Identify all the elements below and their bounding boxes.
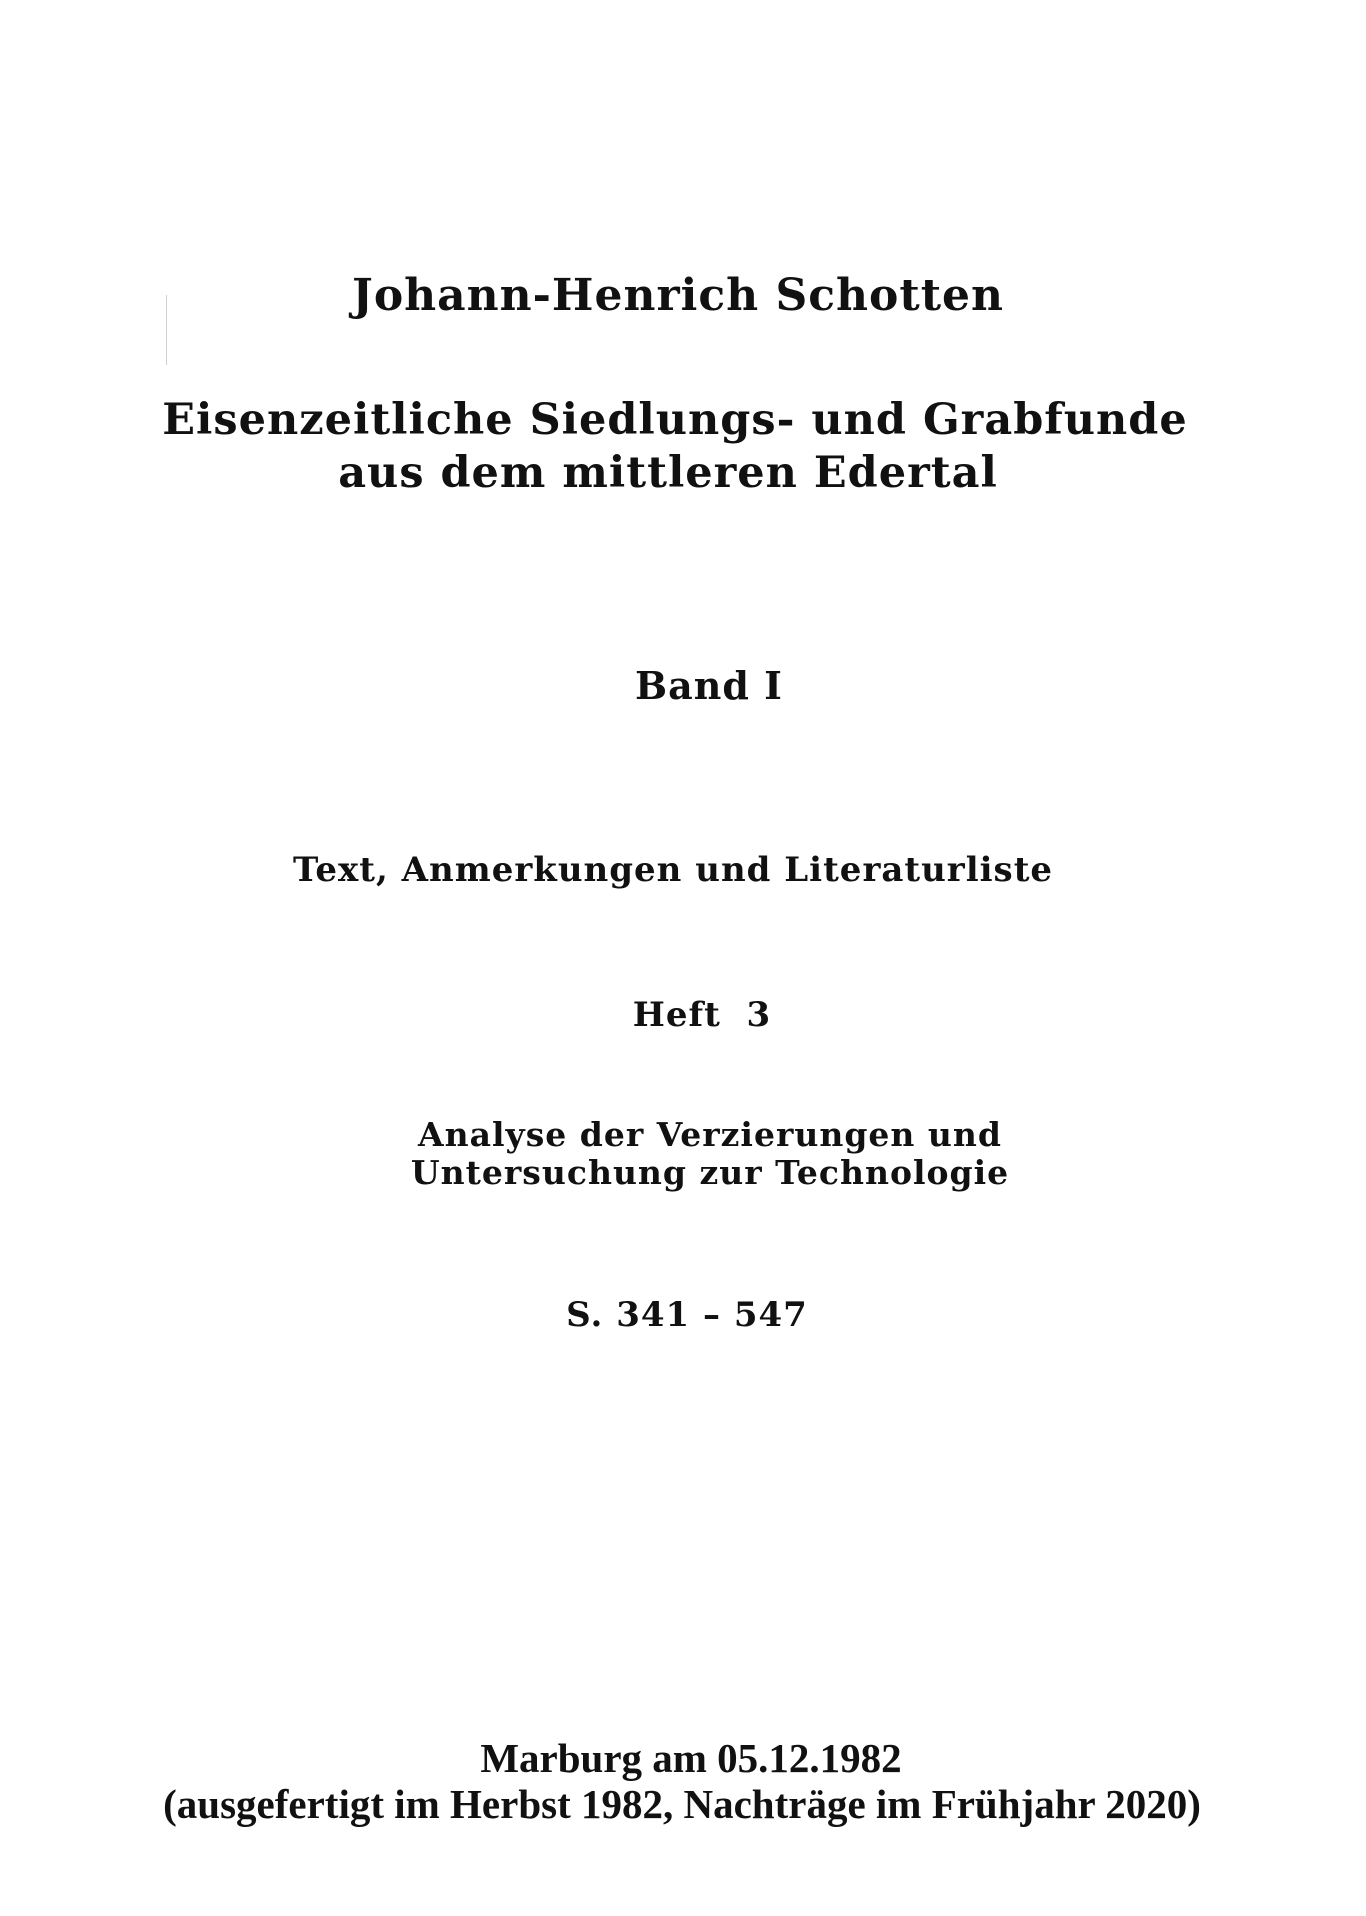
page-range: S. 341 – 547 bbox=[566, 1295, 808, 1335]
issue-title-line-2: Untersuchung zur Technologie bbox=[410, 1153, 1010, 1192]
volume-label: Band I bbox=[635, 663, 783, 708]
book-title-line-2: aus dem mittleren Edertal bbox=[338, 448, 998, 498]
place-and-date: Marburg am 05.12.1982 bbox=[480, 1735, 902, 1781]
book-title-line-1: Eisenzeitliche Siedlungs- und Grabfunde bbox=[162, 395, 1188, 445]
completion-note: (ausgefertigt im Herbst 1982, Nachträge im Frühjahr 2020) bbox=[163, 1781, 1201, 1827]
issue-title-line-1: Analyse der Verzierungen und bbox=[418, 1115, 1002, 1154]
volume-subtitle: Text, Anmerkungen und Literaturliste bbox=[292, 850, 1054, 890]
issue-label: Heft 3 bbox=[632, 995, 772, 1035]
author-name: Johann-Henrich Schotten bbox=[352, 270, 1004, 321]
